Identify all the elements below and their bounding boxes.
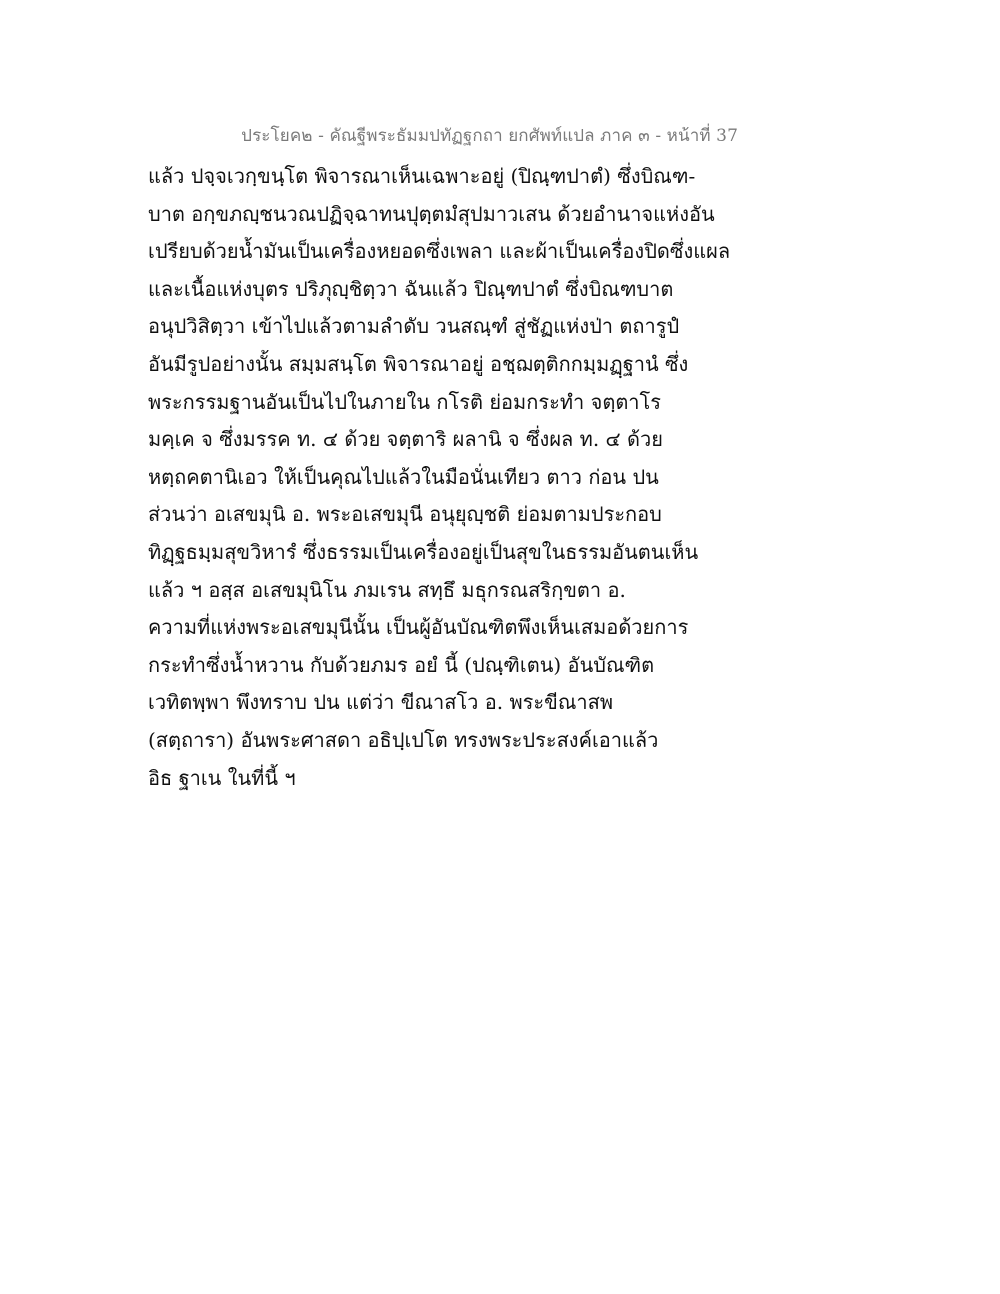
text-line: ความที่แห่งพระอเสขมุนีนั้น เป็นผู้อันบัณฑิตพึงเห็นเสมอด้วยการ bbox=[148, 615, 689, 640]
text-line: กระทำซึ่งน้ำหวาน กับด้วยภมร อยํ นี้ (ปณฺฑิเตน) อันบัณฑิต bbox=[148, 652, 655, 677]
text-line: และเนื้อแห่งบุตร ปริภุญฺชิตฺวา ฉันแล้ว ปิณฺฑปาตํ ซึ่งบิณฑบาต bbox=[148, 276, 674, 301]
text-line: แล้ว ปจฺจเวกฺขนฺโต พิจารณาเห็นเฉพาะอยู่ (ปิณฺฑปาตํ) ซึ่งบิณฑ- bbox=[148, 164, 696, 188]
text-line: บาต อกฺขภญฺชนวณปฏิจฺฉาทนปุตฺตมํสุปมาวเสน ด้วยอำนาจแห่งอัน bbox=[148, 201, 715, 226]
text-line: เปรียบด้วยน้ำมันเป็นเครื่องหยอดซึ่งเพลา และผ้าเป็นเครื่องปิดซึ่งแผล bbox=[148, 239, 731, 264]
text-line: อิธ ฐาเน ในที่นี้ ฯ bbox=[148, 765, 296, 790]
text-line: แล้ว ฯ อสฺส อเสขมุนิโน ภมเรน สทฺธึ มธุกรณสริกฺขตา อ. bbox=[148, 577, 626, 602]
text-line: (สตฺถารา) อันพระศาสดา อธิปฺเปโต ทรงพระประสงค์เอาแล้ว bbox=[148, 727, 659, 752]
text-line: ส่วนว่า อเสขมุนิ อ. พระอเสขมุนี อนุยุญฺชติ ย่อมตามประกอบ bbox=[148, 502, 662, 527]
text-line: หตฺถคตานิเอว ให้เป็นคุณไปแล้วในมือนั่นเทียว ตาว ก่อน ปน bbox=[148, 464, 659, 489]
text-line: มคฺเค จ ซึ่งมรรค ท. ๔ ด้วย จตฺตาริ ผลานิ จ ซึ่งผล ท. ๔ ด้วย bbox=[148, 427, 663, 452]
text-line: เวทิตพฺพา พึงทราบ ปน แต่ว่า ขีณาสโว อ. พระขีณาสพ bbox=[148, 690, 614, 715]
page-header: ประโยค๒ - คัณฐีพระธัมมปทัฏฐกถา ยกศัพท์แปล ภาค ๓ - หน้าที่ 37 bbox=[241, 126, 738, 146]
text-line: อนุปวิสิตฺวา เข้าไปแล้วตามลำดับ วนสณฺฑํ สู่ชัฏแห่งป่า ตถารูปํ bbox=[148, 314, 680, 339]
body-text bbox=[148, 158, 731, 797]
text-line: พระกรรมฐานอันเป็นไปในภายใน กโรติ ย่อมกระทำ จตฺตาโร bbox=[148, 389, 662, 414]
text-line: อันมีรูปอย่างนั้น สมฺมสนฺโต พิจารณาอยู่ อชฺฌตฺติกกมฺมฏฺฐานํ ซึ่ง bbox=[148, 351, 689, 376]
text-line: ทิฏฺฐธมฺมสุขวิหารํ ซึ่งธรรมเป็นเครื่องอยู่เป็นสุขในธรรมอันตนเห็น bbox=[148, 539, 699, 564]
